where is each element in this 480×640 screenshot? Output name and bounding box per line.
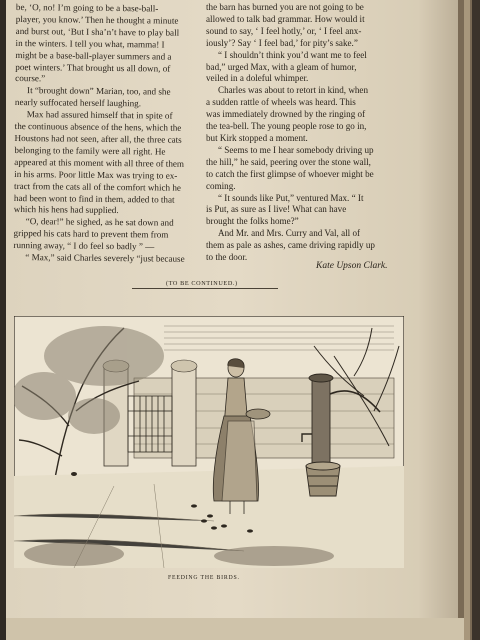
text-line: them as pale as ashes, came driving rapidly up xyxy=(206,240,375,251)
text-line: “ It sounds like Put,” ventured Max. “ It xyxy=(218,192,364,203)
illustration-caption: FEEDING THE BIRDS. xyxy=(168,575,240,581)
text-line: “ Max,” said Charles severely “just because xyxy=(25,252,185,264)
text-line: Charles was about to retort in kind, when xyxy=(218,85,369,96)
section-divider xyxy=(132,288,278,289)
text-line: And Mr. and Mrs. Curry and Val, all of xyxy=(218,228,361,239)
author-signature: Kate Upson Clark. xyxy=(316,261,388,271)
text-line: Houstons had not seen, after all, the three cats xyxy=(14,132,182,145)
text-column-left xyxy=(13,2,206,266)
text-line: the hill,” he said, peering over the stone wall, xyxy=(206,156,371,167)
text-line: appeared at this moment with all three of them xyxy=(14,156,185,169)
text-line: “ Seems to me I hear somebody driving up xyxy=(218,144,374,155)
text-line: in his arms. Poor little Max was trying to ex- xyxy=(14,168,178,181)
text-line: tract from the cats all of the comfort which he xyxy=(14,180,182,193)
text-line: veiled in a doleful whimper. xyxy=(206,73,309,84)
text-line: which his hens had supplied. xyxy=(13,204,119,216)
text-line: player, you know.’ Then he thought a minute xyxy=(15,13,179,26)
text-line: be, ‘O, no! I’m going to be a base-ball- xyxy=(15,2,159,14)
text-line: Max had assured himself that in spite of xyxy=(26,109,173,121)
text-line: “ I shouldn’t think you’d want me to feel xyxy=(218,49,367,60)
text-line: might be a base-ball-player summers and a xyxy=(15,49,172,62)
text-line: nearly suffocated herself laughing. xyxy=(14,97,142,109)
book-page xyxy=(6,0,464,640)
text-line: but Kirk stopped a moment. xyxy=(206,132,308,143)
text-line: bad,” urged Max, with a gleam of humor, xyxy=(206,61,357,72)
text-line: the tea-bell. The young people rose to go in, xyxy=(206,121,367,132)
text-line: was immediately drowned by the ringing of xyxy=(206,109,366,120)
text-line: iously’? Say ‘ I feel bad,’ for pity’s sake.” xyxy=(206,37,358,48)
text-line: the barn has burned you are not going to be xyxy=(206,2,364,12)
text-line: to catch the first glimpse of whoever might be xyxy=(206,168,374,179)
text-line: It “brought down” Marian, too, and she xyxy=(27,85,171,97)
text-line: sound to say, ‘ I feel hotly,’ or, ‘ I feel anx- xyxy=(206,25,362,36)
text-line: is Put, as sure as I live! What can have xyxy=(206,204,347,215)
text-line: “O, dear!” he sighed, as he sat down and xyxy=(25,216,174,228)
text-line: course.” xyxy=(15,73,46,84)
text-line: allowed to talk bad grammar. How would it xyxy=(206,13,365,24)
text-line: brought the folks home?” xyxy=(206,216,299,227)
text-column-right xyxy=(206,2,394,264)
text-line: a sudden rattle of wheels was heard. This xyxy=(206,97,356,108)
text-line: coming. xyxy=(206,180,236,191)
text-line: running away, “ I do feel so badly ” — xyxy=(13,240,155,252)
text-line: to the door. xyxy=(206,252,248,263)
illustration-feeding-the-birds xyxy=(14,316,404,568)
text-line: in the winters. I tell you what, mamma! I xyxy=(15,37,165,50)
to-be-continued-note: (TO BE CONTINUED.) xyxy=(166,280,238,287)
text-line: poet winters.’ That brought us all down, of xyxy=(15,61,171,74)
text-line: the continuous absence of the hens, which the xyxy=(14,121,182,133)
text-line: belonging to the family were all right. He xyxy=(14,144,166,157)
text-line: and burst out, ‘But I sha’n’t have to play ball xyxy=(15,25,180,38)
text-line: gripped his cats hard to prevent them from xyxy=(13,228,169,240)
text-line: had been wont to find in them, added to that xyxy=(13,192,175,205)
